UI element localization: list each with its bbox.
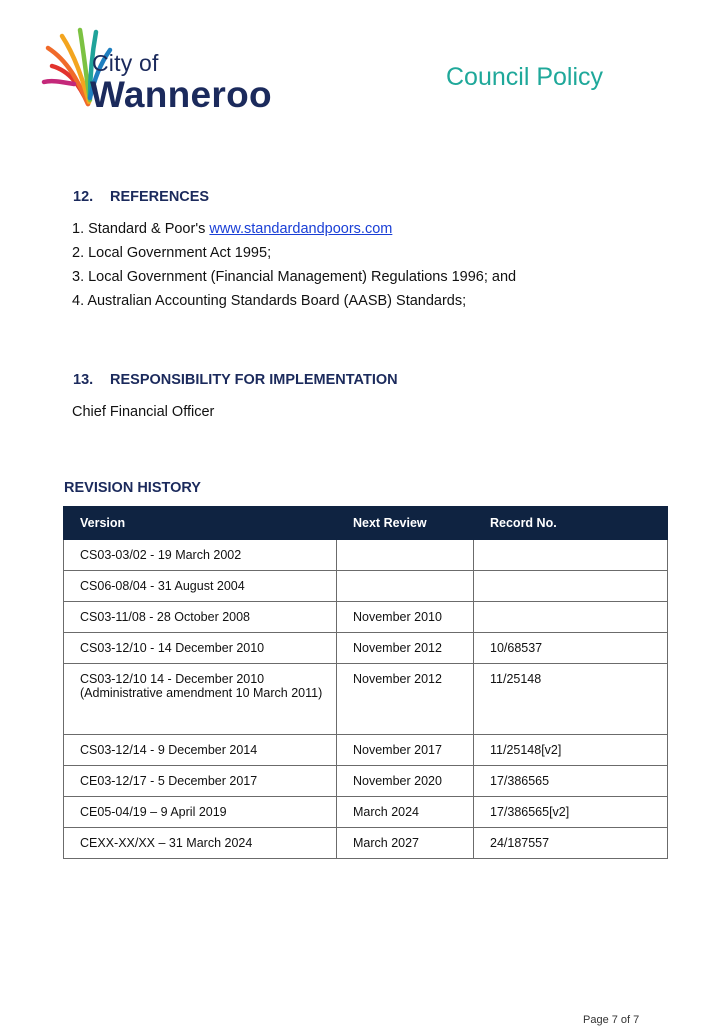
- table-row: [64, 602, 668, 633]
- page-number: Page 7 of 7: [583, 1014, 640, 1026]
- table-row: [64, 664, 668, 735]
- revision-history-table: [63, 506, 668, 859]
- table-row: [64, 797, 668, 828]
- table-row: [64, 540, 668, 571]
- next-review-cell: November 2017: [337, 735, 474, 766]
- table-row: [64, 735, 668, 766]
- references-title: REFERENCES: [110, 189, 210, 205]
- next-review-cell: November 2010: [337, 602, 474, 633]
- next-review-cell: [337, 571, 474, 602]
- responsibility-number: 13.: [73, 372, 94, 388]
- next-review-cell: November 2020: [337, 766, 474, 797]
- record-no-cell: 11/25148[v2]: [474, 735, 668, 766]
- record-no-cell: 10/68537: [474, 633, 668, 664]
- version-cell: CS03-12/14 - 9 December 2014: [64, 735, 337, 766]
- table-row: [64, 766, 668, 797]
- table-row: [64, 633, 668, 664]
- responsibility-heading: [73, 372, 398, 388]
- version-cell: CS03-12/10 14 - December 2010 (Administrative amendment 10 March 2011): [64, 664, 337, 735]
- reference-item-3: 3. Local Government (Financial Management) Regulations 1996; and: [72, 269, 517, 285]
- version-cell: CS03-11/08 - 28 October 2008: [64, 602, 337, 633]
- references-number: 12.: [73, 189, 94, 205]
- revision-history-body: [64, 540, 668, 859]
- next-review-cell: [337, 540, 474, 571]
- next-review-cell: November 2012: [337, 664, 474, 735]
- document-type-title: Council Policy: [446, 63, 604, 91]
- reference-item-4: 4. Australian Accounting Standards Board (AASB) Standards;: [72, 293, 467, 309]
- version-cell: CE03-12/17 - 5 December 2017: [64, 766, 337, 797]
- record-no-cell: 11/25148: [474, 664, 668, 735]
- version-cell: CE05-04/19 – 9 April 2019: [64, 797, 337, 828]
- reference-item-1-text: 1. Standard & Poor's: [72, 221, 210, 237]
- table-row: [64, 571, 668, 602]
- next-review-cell: November 2012: [337, 633, 474, 664]
- responsibility-title: RESPONSIBILITY FOR IMPLEMENTATION: [110, 372, 398, 388]
- table-header-row: [64, 507, 668, 540]
- version-cell: CS03-12/10 - 14 December 2010: [64, 633, 337, 664]
- record-no-cell: 24/187557: [474, 828, 668, 859]
- record-no-cell: [474, 602, 668, 633]
- next-review-cell: March 2024: [337, 797, 474, 828]
- standard-and-poors-link[interactable]: www.standardandpoors.com: [209, 221, 393, 237]
- references-heading: [73, 189, 209, 205]
- version-cell: CEXX-XX/XX – 31 March 2024: [64, 828, 337, 859]
- table-row: [64, 828, 668, 859]
- record-no-cell: 17/386565[v2]: [474, 797, 668, 828]
- column-header-record-no: Record No.: [474, 507, 668, 540]
- version-cell: CS03-03/02 - 19 March 2002: [64, 540, 337, 571]
- record-no-cell: 17/386565: [474, 766, 668, 797]
- version-cell: CS06-08/04 - 31 August 2004: [64, 571, 337, 602]
- logo-city-of-text: City of: [92, 50, 159, 76]
- next-review-cell: March 2027: [337, 828, 474, 859]
- logo-wanneroo-text: Wanneroo: [90, 74, 272, 115]
- column-header-next-review: Next Review: [337, 507, 474, 540]
- reference-item-1: [72, 221, 392, 237]
- responsibility-text: Chief Financial Officer: [72, 404, 215, 420]
- revision-history-title: REVISION HISTORY: [64, 480, 201, 496]
- record-no-cell: [474, 540, 668, 571]
- record-no-cell: [474, 571, 668, 602]
- reference-item-2: 2. Local Government Act 1995;: [72, 245, 272, 261]
- column-header-version: Version: [64, 507, 337, 540]
